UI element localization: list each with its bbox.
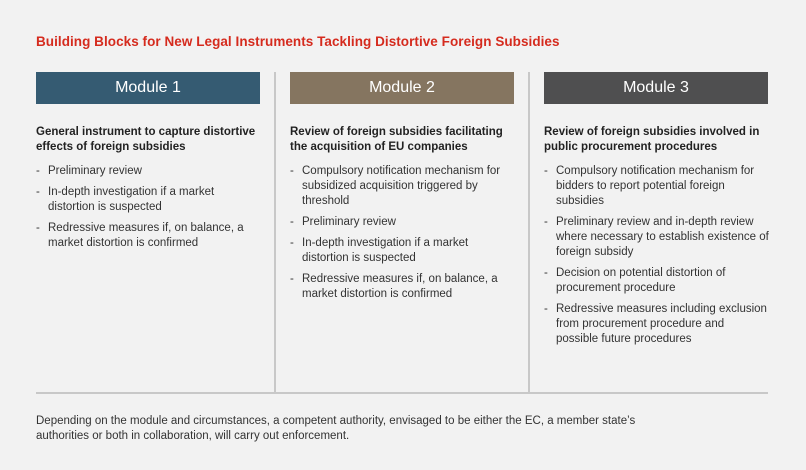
column-divider <box>528 72 530 392</box>
list-item: - In-depth investigation if a market distortion is suspected <box>290 236 515 266</box>
module-2-heading: Review of foreign subsidies facilitating the acquisition of EU companies <box>290 126 503 153</box>
list-item: - Compulsory notification mechanism for subsidized acquisition triggered by threshold <box>290 164 515 209</box>
list-item: - Preliminary review <box>36 164 261 179</box>
list-item: - In-depth investigation if a market distortion is suspected <box>36 185 261 215</box>
module-1-list <box>36 164 261 251</box>
list-item: - Compulsory notification mechanism for bidders to report potential foreign subsidies <box>544 164 769 209</box>
module-1-header: Module 1 <box>36 72 260 104</box>
module-1-heading: General instrument to capture distortive effects of foreign subsidies <box>36 126 256 153</box>
footer-divider <box>36 392 768 394</box>
list-item: - Redressive measures if, on balance, a market distortion is confirmed <box>36 221 261 251</box>
module-3-heading: Review of foreign subsidies involved in public procurement procedures <box>544 126 760 153</box>
list-item: - Redressive measures if, on balance, a market distortion is confirmed <box>290 272 515 302</box>
module-1-column <box>36 125 261 257</box>
footer-note: Depending on the module and circumstances, a competent authority, envisaged to be either the EC, a member state’s authorities or both in collaboration, will carry out enforcement. <box>36 415 636 442</box>
module-2-list <box>290 164 515 302</box>
module-2-column <box>290 125 515 308</box>
module-3-column <box>544 125 769 353</box>
list-item: - Preliminary review and in-depth review where necessary to establish existence of foreign subsidy <box>544 215 769 260</box>
module-3-list <box>544 164 769 347</box>
column-divider <box>274 72 276 392</box>
module-3-header: Module 3 <box>544 72 768 104</box>
list-item: - Decision on potential distortion of procurement procedure <box>544 266 769 296</box>
diagram-title: Building Blocks for New Legal Instruments Tackling Distortive Foreign Subsidies <box>36 34 560 49</box>
list-item: - Redressive measures including exclusion from procurement procedure and possible future procedures <box>544 302 769 347</box>
list-item: - Preliminary review <box>290 215 515 230</box>
module-2-header: Module 2 <box>290 72 514 104</box>
